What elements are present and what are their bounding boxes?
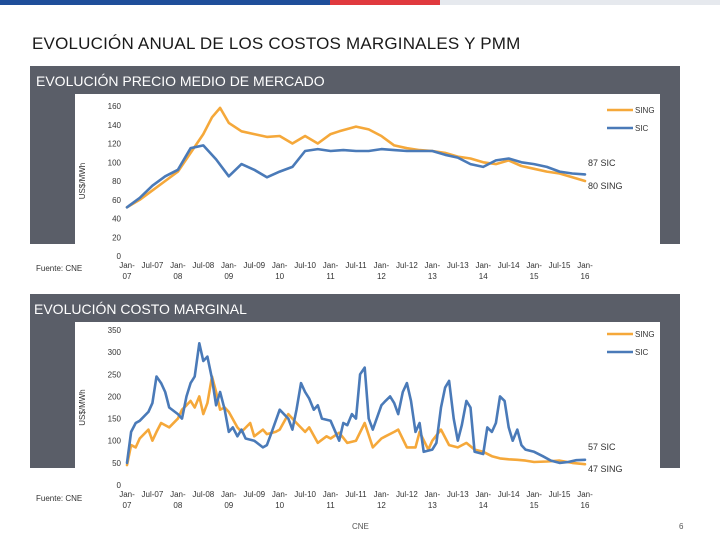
legend-label-sic: SIC — [635, 124, 649, 133]
x-tick-label: Jul-11 — [345, 490, 367, 499]
x-tick-label: Jul-14 — [497, 490, 520, 499]
x-tick-label: Jul-15 — [548, 490, 571, 499]
x-tick-label: Jan-10 — [271, 261, 288, 281]
x-tick-label: Jan-08 — [170, 490, 186, 510]
y-tick-label: 100 — [107, 436, 121, 446]
x-tick-label: Jan-09 — [220, 490, 237, 510]
chart-area-precio-medio — [75, 94, 660, 292]
y-tick-label: 50 — [112, 458, 121, 468]
x-tick-label: Jan-09 — [220, 261, 237, 281]
y-tick-label: 60 — [112, 195, 121, 205]
y-tick-label: 80 — [112, 177, 121, 186]
x-tick-label: Jan-16 — [577, 490, 593, 510]
y-axis-label: US$/MWh — [78, 162, 87, 200]
x-tick-label: Jan-13 — [424, 490, 441, 510]
source-note-2: Fuente: CNE — [36, 494, 83, 503]
x-tick-label: Jan-07 — [119, 490, 135, 510]
y-tick-label: 120 — [107, 139, 121, 149]
legend-label-sing: SING — [635, 106, 655, 115]
x-tick-label: Jan-13 — [424, 261, 441, 281]
panel-title-precio-medio: EVOLUCIÓN PRECIO MEDIO DE MERCADO — [36, 73, 325, 89]
x-tick-label: Jul-13 — [446, 261, 469, 270]
chart-area-costo-marginal — [75, 322, 660, 518]
x-tick-label: Jul-13 — [446, 490, 469, 499]
page-number: 6 — [679, 522, 684, 531]
y-tick-label: 140 — [107, 120, 121, 130]
x-tick-label: Jan-12 — [373, 261, 390, 281]
annotation-sing-end: 80 SING — [588, 181, 623, 191]
legend-label-sing: SING — [635, 330, 655, 339]
x-tick-label: Jul-09 — [243, 261, 266, 270]
x-tick-label: Jan-07 — [119, 261, 135, 281]
series-line-sing — [127, 108, 585, 207]
x-tick-label: Jul-11 — [345, 261, 367, 270]
y-tick-label: 350 — [107, 326, 121, 335]
annotation-sic-end: 87 SIC — [588, 158, 616, 168]
y-tick-label: 160 — [107, 102, 121, 111]
series-line-sic — [127, 145, 585, 207]
panel-title-costo-marginal: EVOLUCIÓN COSTO MARGINAL — [34, 301, 247, 317]
slide-title: EVOLUCIÓN ANUAL DE LOS COSTOS MARGINALES Y PMM — [32, 34, 521, 53]
y-tick-label: 40 — [112, 214, 121, 224]
x-tick-label: Jan-15 — [526, 261, 542, 281]
x-tick-label: Jul-15 — [548, 261, 571, 270]
y-tick-label: 200 — [107, 392, 121, 402]
annotation-sic-end: 57 SIC — [588, 442, 616, 452]
x-tick-label: Jul-12 — [395, 490, 418, 499]
x-tick-label: Jul-10 — [294, 261, 317, 270]
x-tick-label: Jan-14 — [475, 261, 492, 281]
y-tick-label: 0 — [116, 252, 121, 261]
y-tick-label: 20 — [112, 233, 121, 243]
x-tick-label: Jan-12 — [373, 490, 390, 510]
x-tick-label: Jan-16 — [577, 261, 593, 281]
x-tick-label: Jan-10 — [271, 490, 288, 510]
x-tick-label: Jan-14 — [475, 490, 492, 510]
y-tick-label: 0 — [116, 481, 121, 490]
top-color-bar — [0, 0, 720, 5]
source-note-1: Fuente: CNE — [36, 264, 83, 273]
footer-cne: CNE — [352, 522, 369, 531]
x-tick-label: Jul-07 — [141, 261, 164, 270]
series-line-sing — [127, 377, 585, 466]
x-tick-label: Jan-08 — [170, 261, 186, 281]
chart-costo-marginal — [75, 322, 660, 518]
x-tick-label: Jul-10 — [294, 490, 317, 499]
annotation-sing-end: 47 SING — [588, 464, 623, 474]
x-tick-label: Jul-12 — [395, 261, 418, 270]
y-tick-label: 100 — [107, 158, 121, 168]
legend-label-sic: SIC — [635, 348, 649, 357]
y-tick-label: 300 — [107, 348, 121, 358]
x-tick-label: Jul-08 — [192, 490, 215, 499]
chart-precio-medio — [75, 94, 660, 292]
x-tick-label: Jan-11 — [322, 490, 339, 510]
y-tick-label: 150 — [107, 414, 121, 424]
top-bar-light — [440, 0, 720, 5]
x-tick-label: Jul-14 — [497, 261, 520, 270]
top-bar-blue — [0, 0, 330, 5]
x-tick-label: Jan-11 — [322, 261, 339, 281]
y-tick-label: 250 — [107, 370, 121, 380]
x-tick-label: Jan-15 — [526, 490, 542, 510]
x-tick-label: Jul-09 — [243, 490, 266, 499]
y-axis-label: US$/MWh — [78, 389, 87, 426]
x-tick-label: Jul-08 — [192, 261, 215, 270]
top-bar-red — [330, 0, 440, 5]
x-tick-label: Jul-07 — [141, 490, 164, 499]
